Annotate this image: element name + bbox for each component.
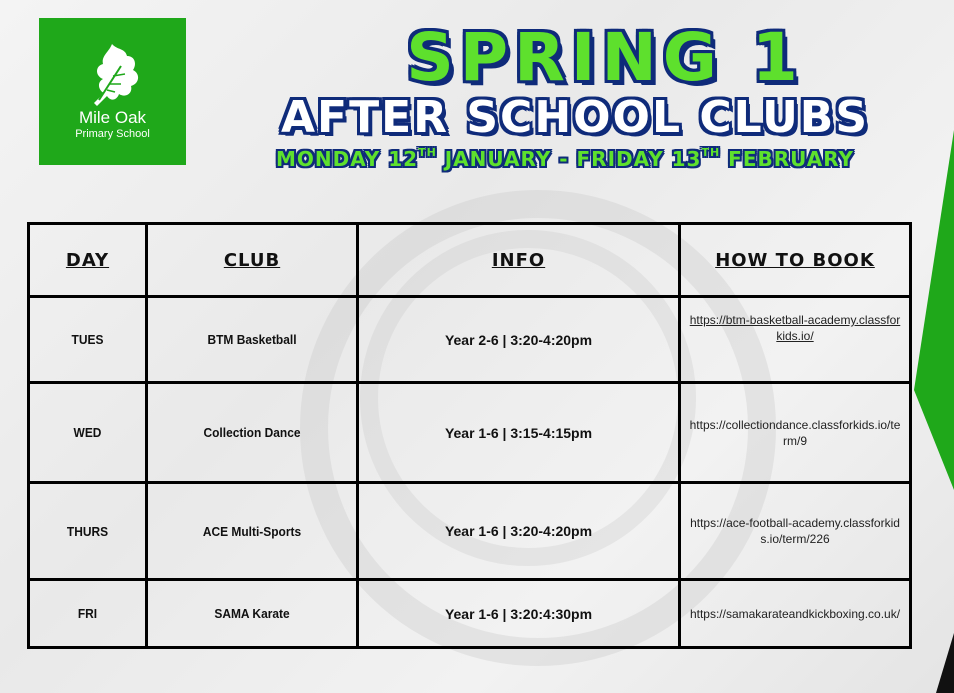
date-start: MONDAY 12 bbox=[275, 147, 419, 171]
club-cell: SAMA Karate bbox=[147, 580, 358, 648]
day-cell: WED bbox=[29, 383, 147, 483]
table-row bbox=[29, 383, 911, 483]
booking-link[interactable]: https://samakarateandkickboxing.co.uk/ bbox=[689, 606, 901, 621]
black-accent-wedge bbox=[936, 633, 954, 693]
info-cell: Year 1-6 | 3:15-4:15pm bbox=[358, 383, 680, 483]
table-row bbox=[29, 297, 911, 383]
booking-link[interactable]: https://ace-football-academy.classforkids.io/term/226 bbox=[690, 516, 900, 546]
booking-link-cell[interactable] bbox=[680, 383, 911, 483]
green-accent-wedge bbox=[914, 130, 954, 490]
logo-subname: Primary School bbox=[75, 128, 150, 140]
day-cell: FRI bbox=[29, 580, 147, 648]
oak-leaf-icon bbox=[77, 40, 147, 110]
info-cell: Year 1-6 | 3:20:4:30pm bbox=[358, 580, 680, 648]
date-end-suffix: TH bbox=[701, 146, 721, 159]
header-info: INFO bbox=[358, 224, 680, 297]
day-cell: TUES bbox=[29, 297, 147, 383]
logo-name: Mile Oak bbox=[78, 108, 147, 127]
date-middle: JANUARY - FRIDAY 13 bbox=[436, 147, 702, 171]
booking-link-cell[interactable] bbox=[680, 297, 911, 383]
clubs-table bbox=[27, 222, 912, 649]
page-heading bbox=[200, 19, 920, 172]
club-cell: ACE Multi-Sports bbox=[147, 483, 358, 580]
booking-link[interactable]: https://collectiondance.classforkids.io/term/9 bbox=[689, 417, 901, 448]
day-cell: THURS bbox=[29, 483, 147, 580]
school-logo bbox=[39, 18, 186, 165]
date-range bbox=[210, 146, 920, 172]
table-row bbox=[29, 483, 911, 580]
header-club: CLUB bbox=[147, 224, 358, 297]
table-header-row bbox=[29, 224, 911, 297]
header-how-to-book: HOW TO BOOK bbox=[680, 224, 911, 297]
club-cell: Collection Dance bbox=[147, 383, 358, 483]
title-spring: SPRING 1 bbox=[406, 19, 804, 96]
info-cell: Year 1-6 | 3:20-4:20pm bbox=[358, 483, 680, 580]
info-cell: Year 2-6 | 3:20-4:20pm bbox=[358, 297, 680, 383]
date-start-suffix: TH bbox=[418, 146, 437, 159]
header-day: DAY bbox=[29, 224, 147, 297]
club-cell: BTM Basketball bbox=[147, 297, 358, 383]
date-end: FEBRUARY bbox=[720, 147, 855, 171]
booking-link-cell[interactable] bbox=[680, 580, 911, 648]
table-row bbox=[29, 580, 911, 648]
title-clubs: AFTER SCHOOL CLUBS bbox=[280, 92, 870, 143]
booking-link[interactable]: https://btm-basketball-academy.classforkids.io/ bbox=[689, 313, 901, 343]
booking-link-cell[interactable] bbox=[680, 483, 911, 580]
